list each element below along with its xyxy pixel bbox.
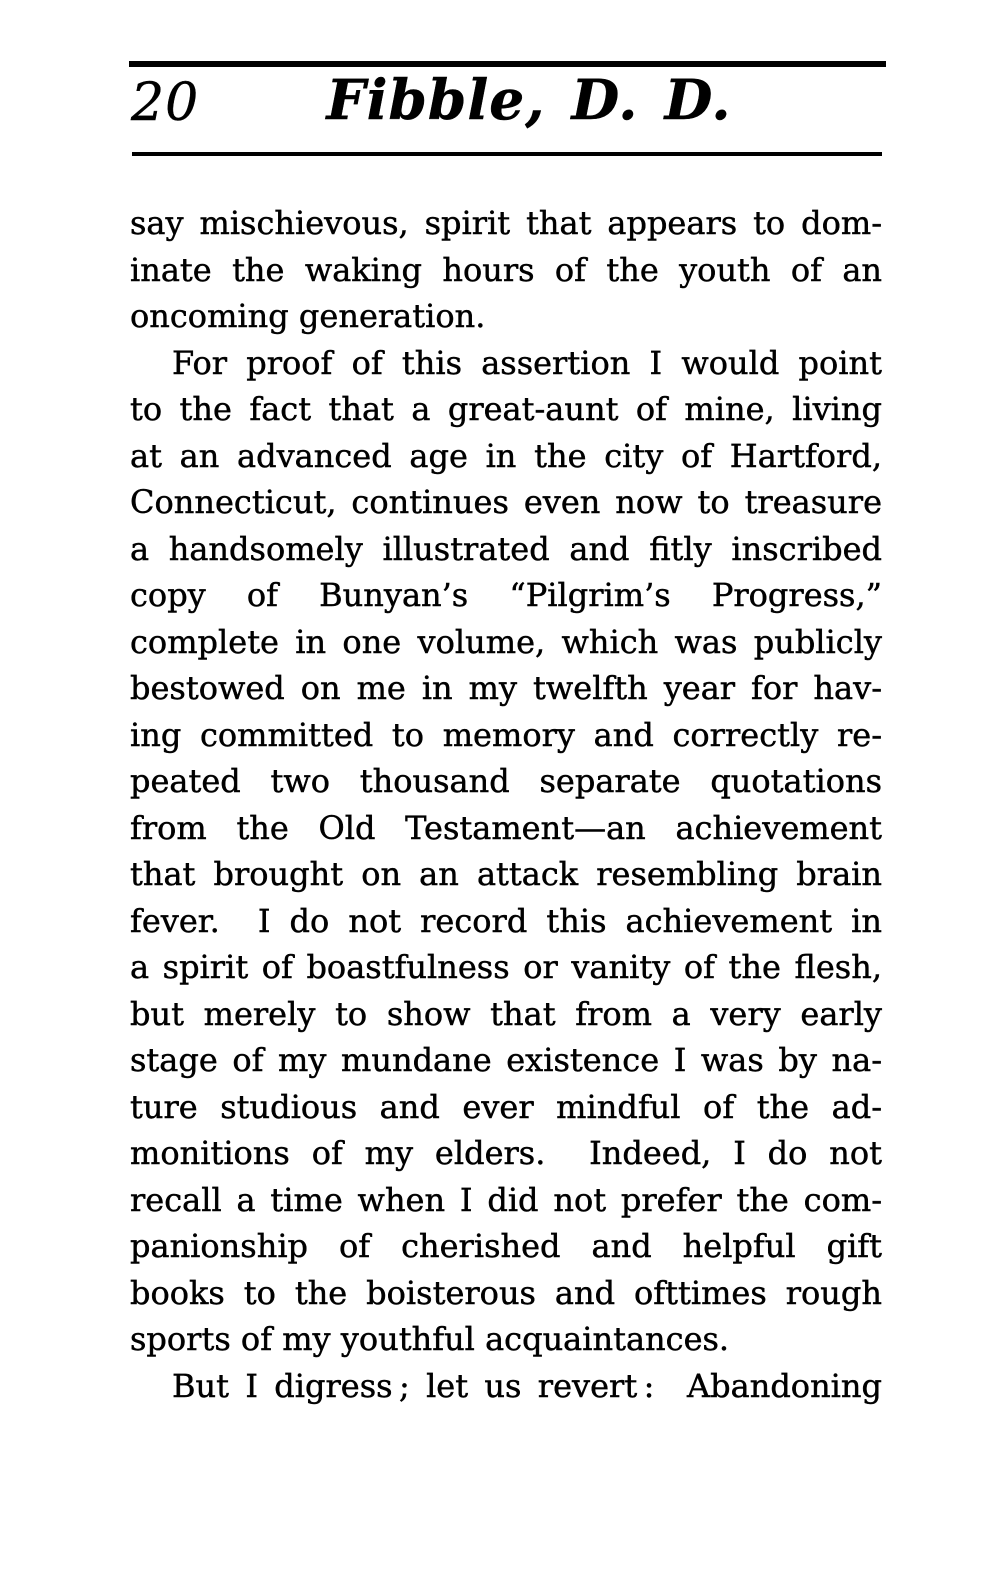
text-line: recall a time when I did not prefer the com- — [130, 1180, 882, 1219]
text-line: from the Old Testament—an achievement — [130, 808, 882, 847]
text-line: a handsomely illustrated and fitly inscribed — [130, 529, 882, 568]
page-body — [130, 200, 882, 1409]
text-line: ing committed to memory and correctly re- — [130, 715, 882, 754]
text-line: panionship of cherished and helpful gift — [130, 1227, 882, 1265]
text-line: oncoming generation. — [130, 297, 486, 335]
text-line: sports of my youthful acquaintances. — [130, 1320, 730, 1358]
text-line: at an advanced age in the city of Hartford, — [130, 436, 882, 475]
text-line: to the fact that a great-aunt of mine, living — [130, 390, 882, 428]
text-line: For proof of this assertion I would point — [172, 343, 882, 382]
text-line: a spirit of boastfulness or vanity of the flesh, — [130, 948, 882, 986]
text-line: that brought on an attack resembling brain — [130, 855, 882, 893]
text-line: stage of my mundane existence I was by na- — [130, 1041, 882, 1079]
text-line: But I digress ; let us revert : Abandoning — [172, 1366, 882, 1405]
text-line: but merely to show that from a very early — [130, 994, 882, 1033]
header-rule-bottom — [132, 152, 882, 156]
text-line: monitions of my elders. Indeed, I do not — [130, 1134, 882, 1172]
text-line: bestowed on me in my twelfth year for hav- — [130, 669, 882, 707]
text-line: peated two thousand separate quotations — [130, 762, 882, 800]
text-line: fever. I do not record this achievement in — [130, 901, 882, 940]
text-line: inate the waking hours of the youth of an — [130, 250, 882, 289]
text-line: complete in one volume, which was publicly — [130, 622, 882, 661]
text-line: say mischievous, spirit that appears to dom- — [130, 204, 882, 242]
page-number: 20 — [131, 73, 200, 133]
running-title: Fibble, D. D. — [326, 67, 732, 132]
text-line: copy of Bunyan’s “Pilgrim’s Progress,” — [130, 576, 882, 614]
text-line: ture studious and ever mindful of the ad- — [130, 1087, 882, 1126]
text-line: Connecticut, continues even now to treasure — [130, 483, 882, 521]
text-line: books to the boisterous and ofttimes rough — [130, 1273, 882, 1312]
